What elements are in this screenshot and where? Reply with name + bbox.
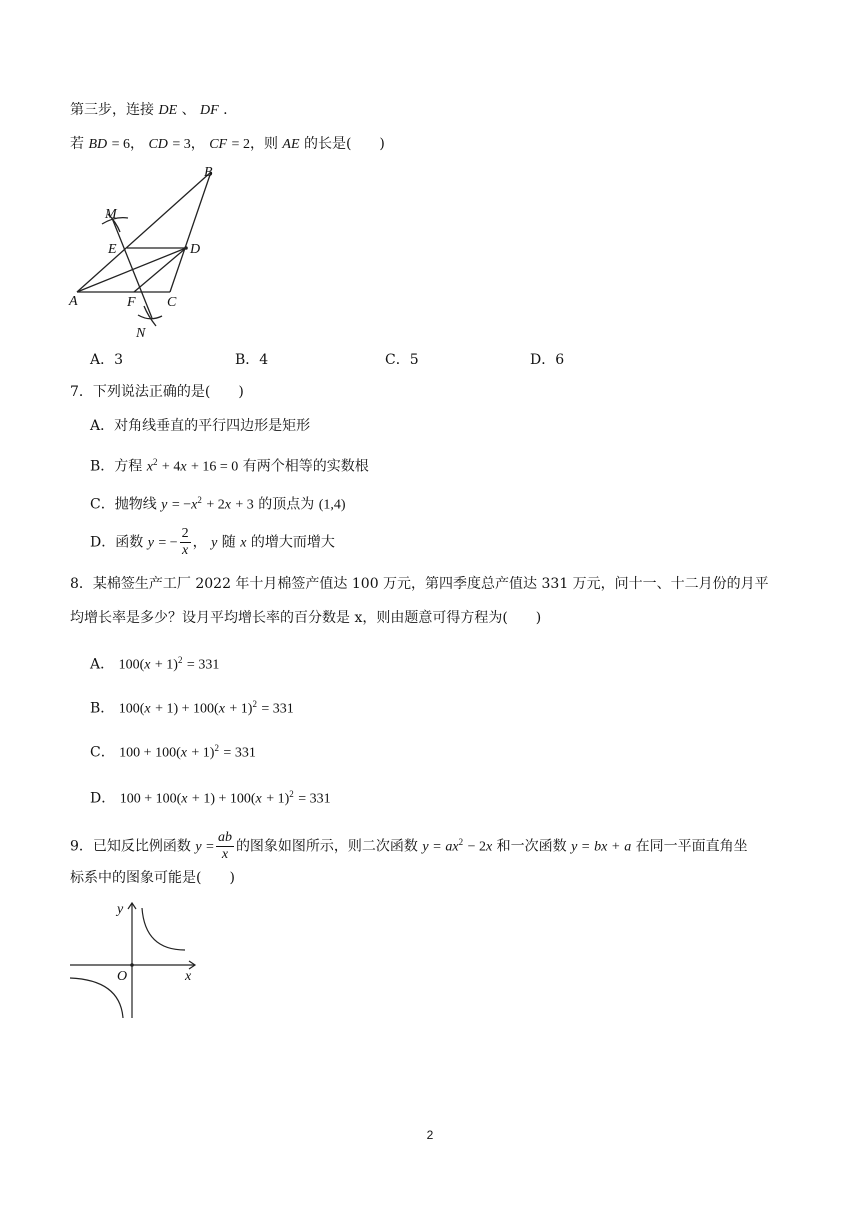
hyperbola-figure [65, 898, 205, 1023]
q7-option-a: A．对角线垂直的平行四边形是矩形 [90, 418, 311, 434]
page-number: 2 [426, 1128, 434, 1142]
q8-option-b: B． $100(x + 1) + 100(x + 1)^2 = 331$ [90, 699, 294, 717]
label-D: D [190, 242, 201, 257]
label-F: F [127, 295, 136, 310]
hyperbola-branch-1 [142, 908, 185, 950]
q8-option-a: A． $100(x + 1)^2 = 331$ [90, 655, 220, 673]
label-y: y [117, 902, 124, 917]
q8-stem-line1: 8．某棉签生产工厂 2022 年十月棉签产值达 100 万元，第四季度总产值达 331 万元，问十一、十二月份的月平 [70, 576, 769, 592]
label-N: N [136, 326, 146, 341]
q7-option-c: C．抛物线 $y = -x^2 + 2x + 3$ 的顶点为 (1,4) [90, 495, 346, 513]
q6-condition: 若 BD = 6， CD = 3， CF = 2，则 AE 的长是( ) [70, 136, 385, 152]
label-O: O [117, 969, 128, 984]
q8-stem-line2: 均增长率是多少？设月平均增长率的百分数是 x，则由题意可得方程为( ) [70, 610, 542, 626]
label-A: A [69, 294, 78, 309]
line-AD [77, 248, 186, 292]
label-M: M [105, 207, 117, 222]
label-B: B [204, 165, 213, 180]
q7-option-d: D．函数 y = − $\frac{2}{x}$ ， y 随 x 的增大而增大 [90, 526, 335, 558]
q9-stem-line2: 标系中的图象可能是( ) [70, 870, 235, 886]
q8-option-c: C． $100 + 100(x + 1)^2 = 331$ [90, 743, 256, 761]
q7-option-b: B．方程 $x^2 + 4x + 16 = 0$ 有两个相等的实数根 [90, 457, 369, 475]
triangle-construction-figure [60, 160, 230, 345]
q7-stem: 7．下列说法正确的是( ) [70, 384, 244, 400]
hyperbola-branch-2 [70, 978, 123, 1018]
q6-option-c: C．5 [385, 352, 419, 368]
point-D [184, 246, 188, 250]
origin-point [130, 963, 134, 967]
q9-stem-line1: 9．已知反比例函数 y = $\frac{ab}{x}$ 的图象如图所示，则二次函数 $y = ax^2 - 2x$ 和一次函数 y = bx + a 在同一平面直角坐 [70, 830, 748, 862]
q6-option-a: A．3 [90, 352, 124, 368]
q8-option-d: D． $100 + 100(x + 1) + 100(x + 1)^2 = 331$ [90, 789, 331, 807]
label-C: C [167, 295, 177, 310]
q6-option-d: D．6 [530, 352, 565, 368]
q6-option-b: B．4 [235, 352, 269, 368]
label-E: E [108, 242, 117, 257]
q6-step3: 第三步，连接 DE 、 DF . [70, 102, 228, 118]
label-x: x [185, 969, 192, 984]
arc-N2 [144, 306, 156, 326]
